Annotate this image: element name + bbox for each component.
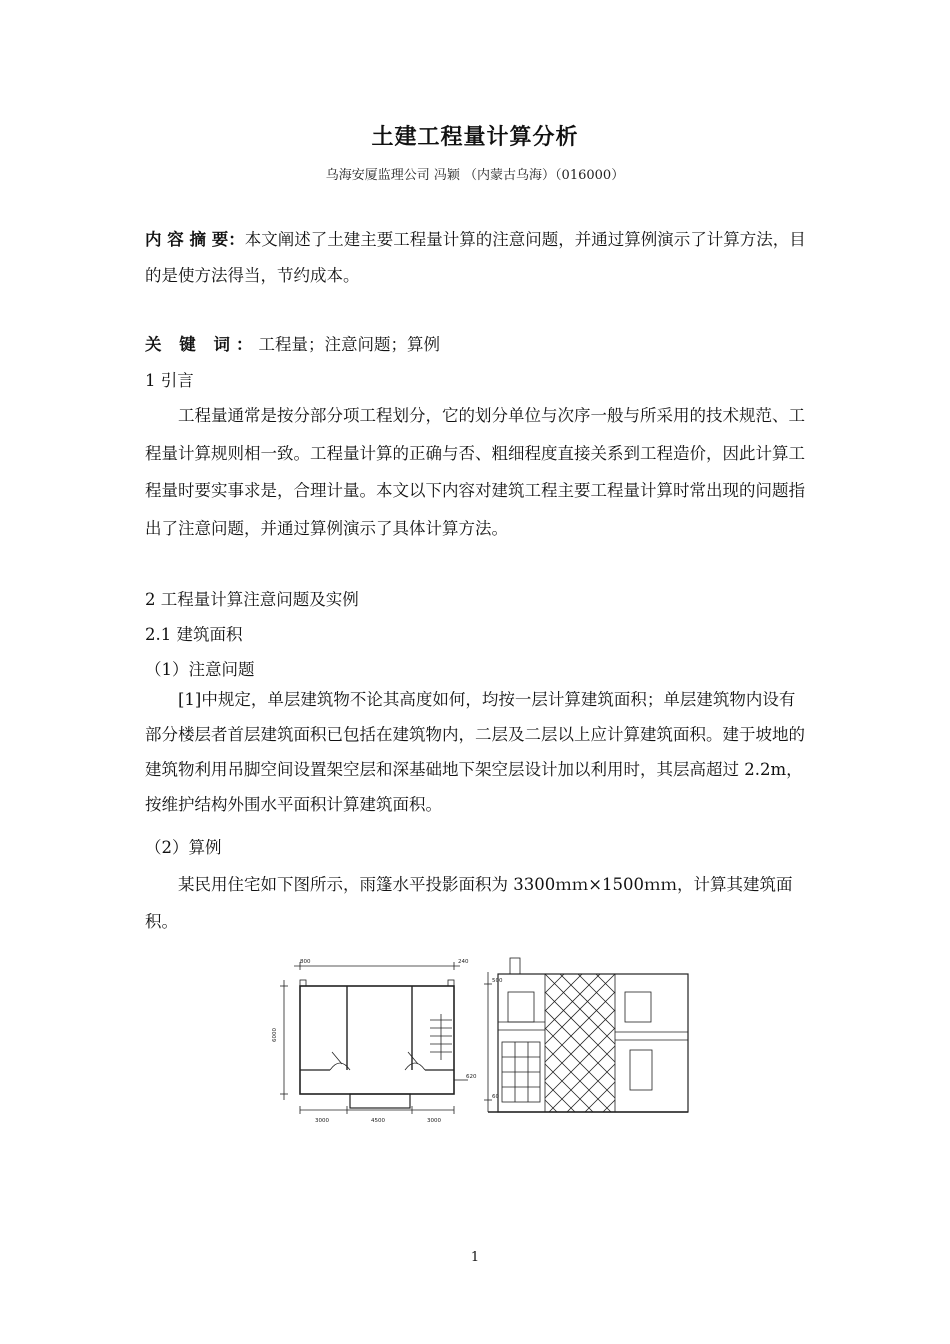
- page-number: 1: [470, 1250, 480, 1265]
- keywords-label: 关 键 词：: [145, 335, 259, 354]
- author-line: 乌海安厦监理公司 冯颖 （内蒙古乌海）（016000）: [325, 168, 625, 183]
- item1-paragraph: [1]中规定，单层建筑物不论其高度如何，均按一层计算建筑面积；单层建筑物内设有部分楼层者首层建筑面积已包括在建筑物内，二层及二层以上应计算建筑面积。建于坡地的建筑物利用吊脚空间设置架空层和深基础地下架空层设计加以利用时，其层高超过 2.2m，按维护结构外围水平面积计算建筑面积。: [145, 690, 805, 814]
- item2-label: （2）算例: [145, 838, 222, 857]
- building-drawing-figure: [270, 952, 690, 1132]
- dim-top-right: 240: [458, 959, 469, 965]
- dim-bottom-right: 3000: [427, 1118, 441, 1124]
- dim-bottom-left: 3000: [315, 1118, 329, 1124]
- elevation: [484, 958, 688, 1112]
- abstract-label: 内 容 摘 要：: [145, 230, 245, 249]
- floor-plan: [280, 962, 468, 1114]
- item1-label: （1）注意问题: [145, 660, 255, 679]
- dim-top: 800: [300, 959, 311, 965]
- section1-heading: 1 引言: [145, 371, 194, 390]
- dim-right-small: 620: [466, 1074, 477, 1080]
- abstract: [145, 222, 807, 294]
- section2-1-heading: 2.1 建筑面积: [145, 625, 243, 644]
- keywords: [145, 327, 807, 363]
- item2-paragraph: 某民用住宅如下图所示，雨篷水平投影面积为 3300ｍｍ×1500ｍｍ，计算其建筑面积。: [145, 875, 793, 931]
- floor-plan-dimensions: [272, 959, 477, 1124]
- page-title: 土建工程量计算分析: [371, 124, 579, 150]
- elev-dim-top: 500: [492, 978, 503, 984]
- keywords-text: 工程量；注意问题；算例: [258, 335, 440, 354]
- section2-heading: 2 工程量计算注意问题及实例: [145, 590, 359, 609]
- dim-bottom-mid: 4500: [371, 1118, 385, 1124]
- section1-paragraph: 工程量通常是按分部分项工程划分，它的划分单位与次序一般与所采用的技术规范、工程量计算规则相一致。工程量计算的正确与否、粗细程度直接关系到工程造价，因此计算工程量时要实事求是，合理计量。本文以下内容对建筑工程主要工程量计算时常出现的问题指出了注意问题，并通过算例演示了具体计算方法。: [145, 406, 805, 538]
- abstract-text: 本文阐述了土建主要工程量计算的注意问题，并通过算例演示了计算方法，目的是使方法得当，节约成本。: [145, 230, 806, 285]
- elev-dim-bottom: 60: [492, 1094, 499, 1100]
- dim-left: 6000: [272, 1028, 278, 1042]
